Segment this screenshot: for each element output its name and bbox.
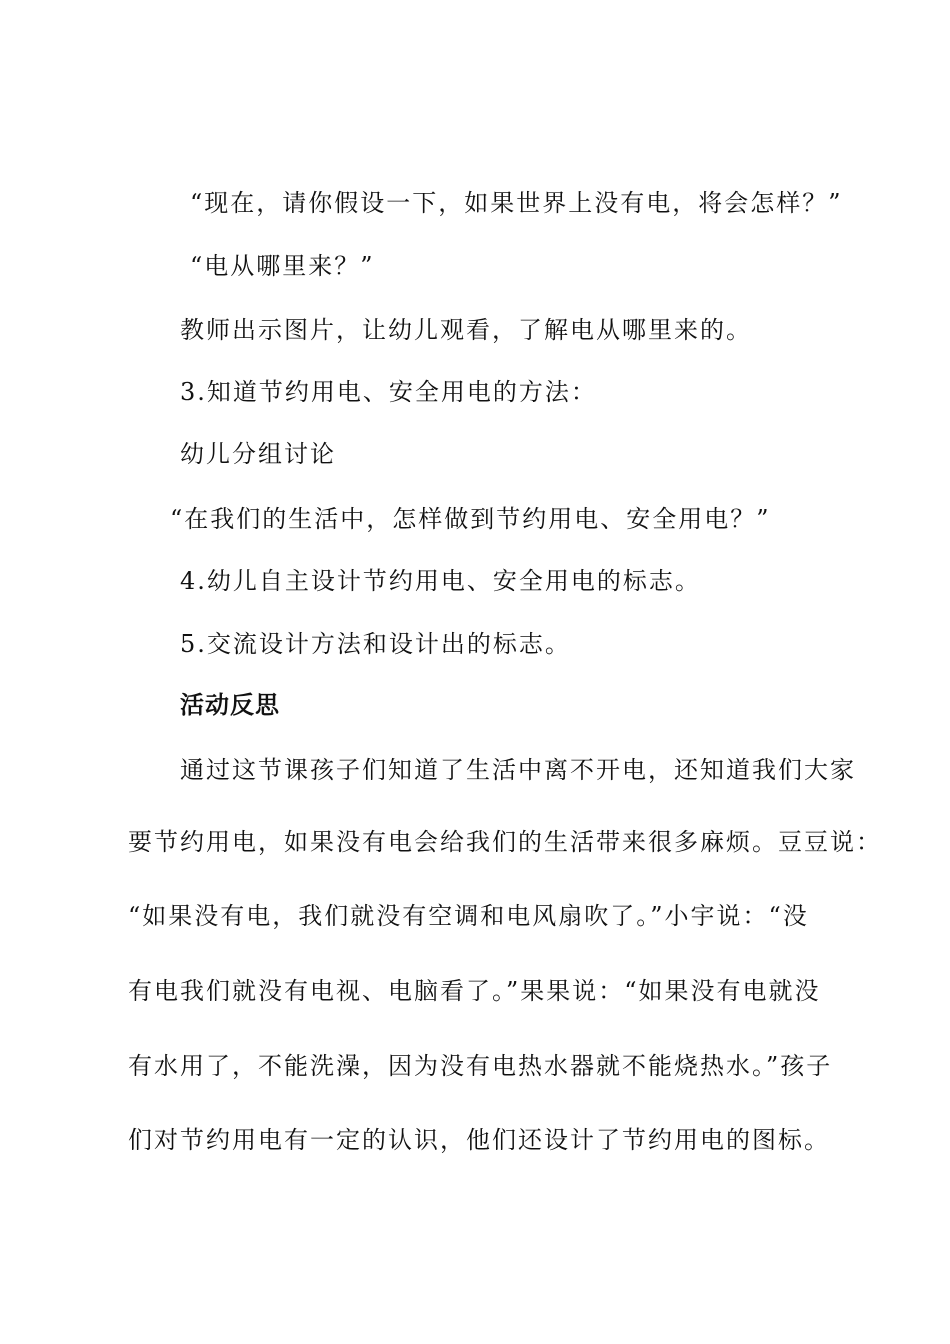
- reflection-line: 要节约用电，如果没有电会给我们的生活带来很多麻烦。豆豆说：: [128, 828, 882, 856]
- step-line: 4.幼儿自主设计节约用电、安全用电的标志。: [180, 567, 701, 595]
- body-line: 幼儿分组讨论: [180, 440, 336, 468]
- body-line: 教师出示图片，让幼儿观看，了解电从哪里来的。: [180, 316, 752, 344]
- reflection-line: “如果没有电，我们就没有空调和电风扇吹了。”小宇说：“没: [128, 902, 809, 930]
- reflection-line: 有电我们就没有电视、电脑看了。”果果说：“如果没有电就没: [128, 977, 821, 1005]
- reflection-line: 们对节约用电有一定的认识，他们还设计了节约用电的图标。: [128, 1126, 830, 1154]
- step-line: 3.知道节约用电、安全用电的方法：: [180, 378, 597, 406]
- question-line: “在我们的生活中，怎样做到节约用电、安全用电？”: [170, 505, 771, 533]
- question-line: “电从哪里来？”: [190, 252, 375, 280]
- reflection-line: 有水用了，不能洗澡，因为没有电热水器就不能烧热水。”孩子: [128, 1052, 833, 1080]
- step-line: 5.交流设计方法和设计出的标志。: [180, 630, 571, 658]
- section-heading: 活动反思: [180, 691, 280, 719]
- reflection-line: 通过这节课孩子们知道了生活中离不开电，还知道我们大家: [180, 756, 856, 784]
- question-line: “现在，请你假设一下，如果世界上没有电，将会怎样？”: [190, 189, 843, 217]
